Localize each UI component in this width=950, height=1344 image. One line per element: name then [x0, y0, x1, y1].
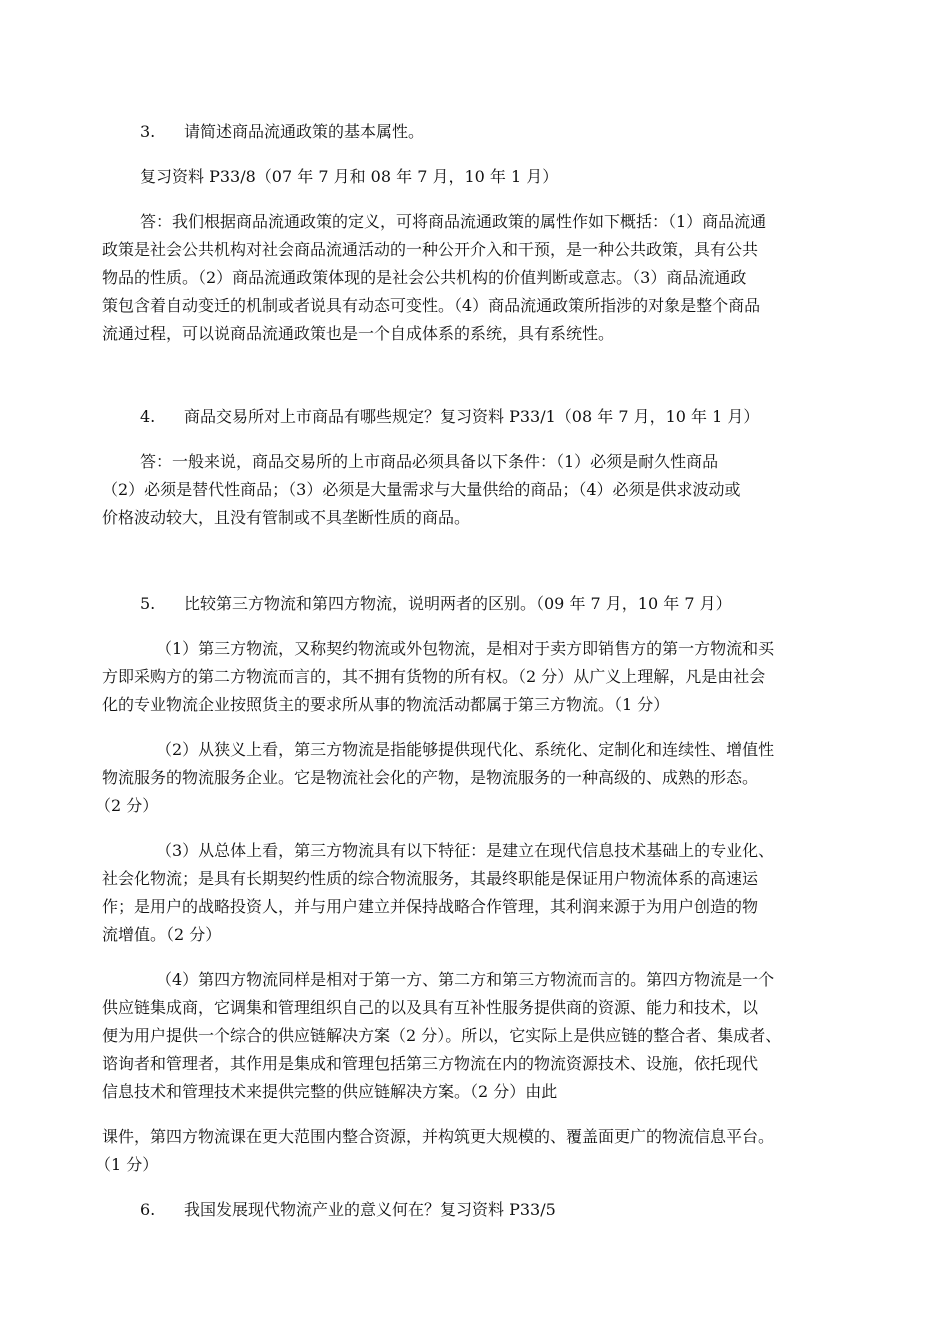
answer-line: 谘询者和管理者，其作用是集成和管理包括第三方物流在内的物流资源技术、设施，依托现代	[102, 1054, 759, 1073]
answer-line: 化的专业物流企业按照货主的要求所从事的物流活动都属于第三方物流。（1 分）	[102, 695, 670, 714]
answer-line: （2）从狭义上看，第三方物流是指能够提供现代化、系统化、定制化和连续性、增值性	[156, 740, 775, 759]
answer-line: 政策是社会公共机构对社会商品流通活动的一种公开介入和干预，是一种公共政策，具有公共	[102, 240, 759, 259]
answer-line: （2）必须是替代性商品；（3）必须是大量需求与大量供给的商品；（4）必须是供求波动或	[102, 480, 741, 499]
question-3	[140, 122, 424, 142]
question-6	[140, 1200, 556, 1220]
answer-line: 作；是用户的战略投资人，并与用户建立并保持战略合作管理，其利润来源于为用户创造的物	[102, 897, 759, 916]
answer-line: （1）第三方物流，又称契约物流或外包物流，是相对于卖方即销售方的第一方物流和买	[156, 639, 775, 658]
answer-line: （1 分）	[95, 1155, 159, 1174]
question-text: 商品交易所对上市商品有哪些规定？复习资料 P33/1（08 年 7 月，10 年 1 月）	[184, 407, 760, 426]
question-text: 我国发展现代物流产业的意义何在？复习资料 P33/5	[184, 1200, 556, 1219]
question-text: 请简述商品流通政策的基本属性。	[184, 122, 425, 141]
question-number: 6.	[140, 1200, 156, 1219]
answer-line: 社会化物流；是具有长期契约性质的综合物流服务，其最终职能是保证用户物流体系的高速运	[102, 869, 759, 888]
answer-line: （3）从总体上看，第三方物流具有以下特征：是建立在现代信息技术基础上的专业化、	[156, 841, 775, 860]
answer-line: 价格波动较大，且没有管制或不具垄断性质的商品。	[102, 508, 471, 527]
question-number: 4.	[140, 407, 156, 426]
answer-line: 课件，第四方物流课在更大范围内整合资源，并构筑更大规模的、覆盖面更广的物流信息平台。	[102, 1127, 775, 1146]
answer-line: 供应链集成商，它调集和管理组织自己的以及具有互补性服务提供商的资源、能力和技术，以	[102, 998, 759, 1017]
question-4	[140, 407, 759, 427]
answer-line: 物品的性质。（2）商品流通政策体现的是社会公共机构的价值判断或意志。（3）商品流通政	[102, 268, 747, 287]
answer-line: （4）第四方物流同样是相对于第一方、第二方和第三方物流而言的。第四方物流是一个	[156, 970, 775, 989]
answer-line: 信息技术和管理技术来提供完整的供应链解决方案。（2 分）由此	[102, 1082, 558, 1101]
answer-line: 方即采购方的第二方物流而言的，其不拥有货物的所有权。（2 分）从广义上理解，凡是由社会	[102, 667, 766, 686]
question-number: 5.	[140, 594, 156, 613]
answer-line: 策包含着自动变迁的机制或者说具有动态可变性。（4）商品流通政策所指涉的对象是整个商品	[102, 296, 761, 315]
answer-line: 便为用户提供一个综合的供应链解决方案（2 分）。所以，它实际上是供应链的整合者、集成者、	[102, 1026, 782, 1045]
answer-line: 流通过程，可以说商品流通政策也是一个自成体系的系统，具有系统性。	[102, 324, 615, 343]
question-5	[140, 594, 732, 614]
answer-line: 物流服务的物流服务企业。它是物流社会化的产物，是物流服务的一种高级的、成熟的形态。	[102, 768, 759, 787]
question-number: 3.	[140, 122, 156, 141]
question-3-reference: 复习资料 P33/8（07 年 7 月和 08 年 7 月，10 年 1 月）	[140, 167, 559, 186]
answer-line: 答：一般来说，商品交易所的上市商品必须具备以下条件：（1）必须是耐久性商品	[140, 452, 719, 471]
answer-line: （2 分）	[95, 796, 159, 815]
answer-line: 流增值。（2 分）	[102, 925, 222, 944]
question-text: 比较第三方物流和第四方物流，说明两者的区别。（09 年 7 月，10 年 7 月）	[184, 594, 732, 613]
answer-line: 答：我们根据商品流通政策的定义，可将商品流通政策的属性作如下概括：（1）商品流通	[140, 212, 767, 231]
